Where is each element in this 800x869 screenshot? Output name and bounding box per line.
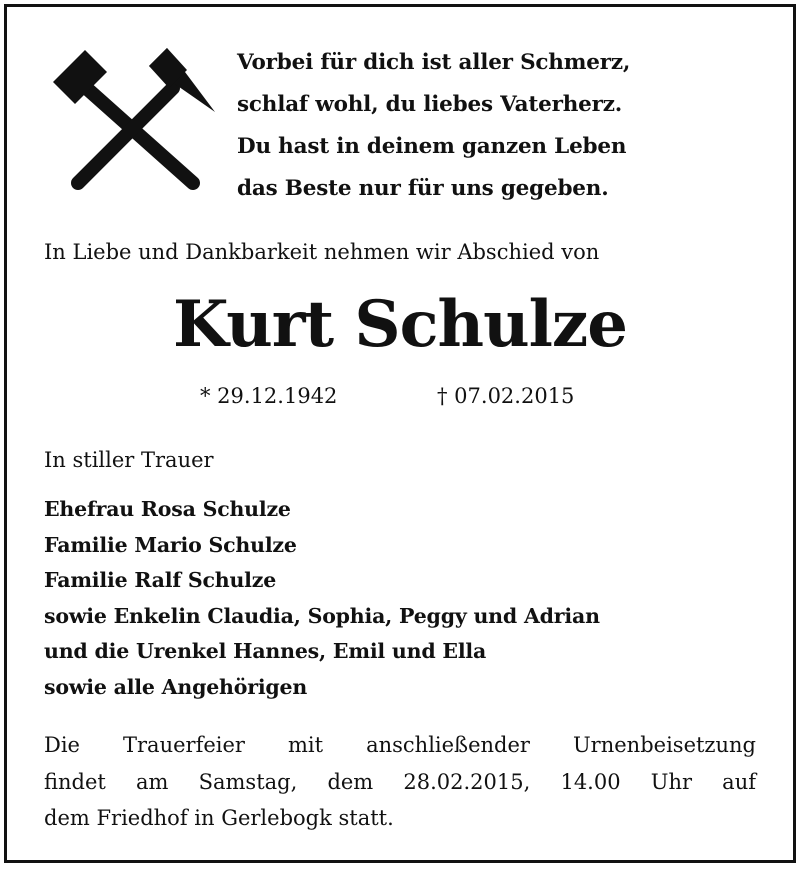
mourner-line: sowie Enkelin Claudia, Sophia, Peggy und Adrian	[44, 603, 600, 628]
mourner-line: Familie Ralf Schulze	[44, 568, 277, 592]
poem-line: Vorbei für dich ist aller Schmerz,	[237, 50, 631, 75]
poem-line: Du hast in deinem ganzen Leben	[237, 134, 627, 159]
ceremony-line: dem Friedhof in Gerlebogk statt.	[44, 806, 394, 830]
mourner-line: sowie alle Angehörigen	[44, 674, 308, 699]
mourning-label: In stiller Trauer	[44, 448, 214, 472]
poem-line: schlaf wohl, du liebes Vaterherz.	[237, 92, 623, 117]
death-date: † 07.02.2015	[437, 384, 575, 408]
mourner-line: und die Urenkel Hannes, Emil und Ella	[44, 639, 487, 663]
poem-line: das Beste nur für uns gegeben.	[237, 176, 609, 201]
deceased-name: Kurt Schulze	[173, 287, 627, 362]
ceremony-line: findet am Samstag, dem 28.02.2015, 14.00 Uhr auf	[44, 769, 756, 794]
mourners-list	[44, 492, 764, 705]
ceremony-notice	[44, 727, 756, 837]
poem	[237, 42, 757, 210]
mourner-line: Ehefrau Rosa Schulze	[44, 497, 291, 521]
mourner-line: Familie Mario Schulze	[44, 532, 297, 557]
intro-text: In Liebe und Dankbarkeit nehmen wir Abschied von	[44, 240, 600, 264]
ceremony-line: Die Trauerfeier mit anschließender Urnenbeisetzung	[44, 733, 756, 757]
crossed-hammers-icon	[45, 40, 220, 195]
birth-date: * 29.12.1942	[200, 384, 338, 408]
